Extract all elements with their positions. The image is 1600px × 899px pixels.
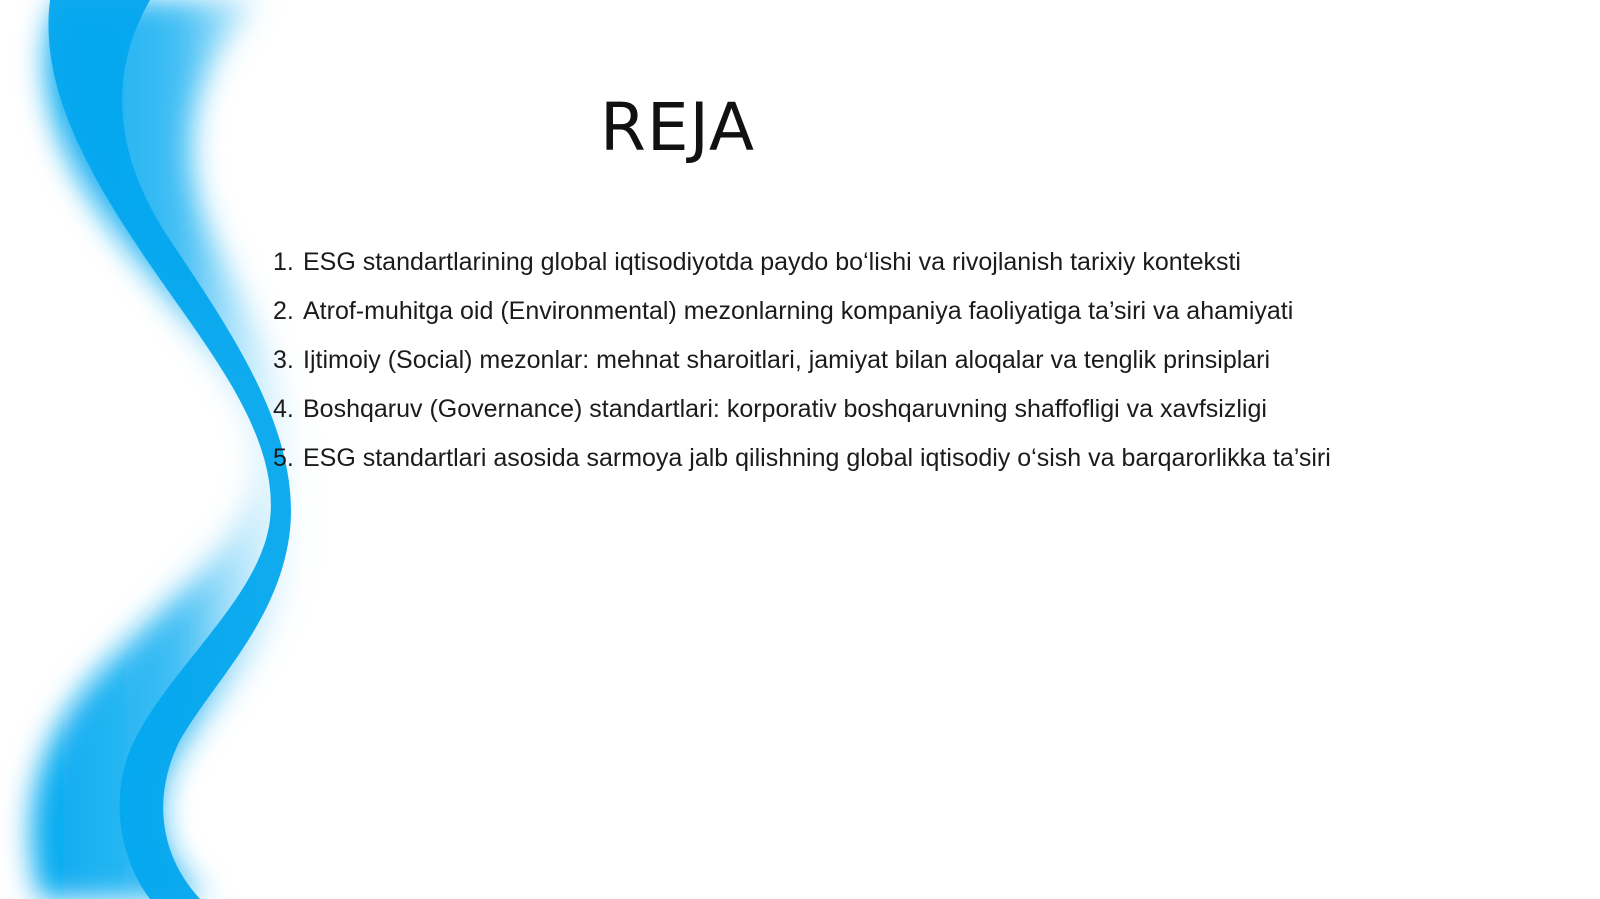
agenda-item-number: 1. [273,248,294,276]
agenda-list [273,238,1533,483]
agenda-item [273,385,1533,434]
agenda-item-number: 2. [273,297,294,325]
agenda-item [273,287,1533,336]
agenda-item-text: Boshqaruv (Governance) standartlari: korporativ boshqaruvning shaffofligi va xavfsizligi [303,395,1267,423]
agenda-item-number: 4. [273,395,294,423]
agenda-item [273,336,1533,385]
agenda-item-number: 5. [273,444,294,472]
agenda-item-number: 3. [273,346,294,374]
agenda-item-text: ESG standartlarining global iqtisodiyotda paydo bo‘lishi va rivojlanish tarixiy konteksti [303,248,1241,276]
agenda-item [273,238,1533,287]
slide-title: REJA [600,89,756,166]
agenda-item [273,434,1533,483]
agenda-item-text: ESG standartlari asosida sarmoya jalb qilishning global iqtisodiy o‘sish va barqarorlikka ta’siri [303,444,1331,472]
agenda-item-text: Ijtimoiy (Social) mezonlar: mehnat sharoitlari, jamiyat bilan aloqalar va tenglik prinsiplari [303,346,1271,374]
agenda-item-text: Atrof-muhitga oid (Environmental) mezonlarning kompaniya faoliyatiga ta’siri va ahamiyati [303,297,1294,325]
